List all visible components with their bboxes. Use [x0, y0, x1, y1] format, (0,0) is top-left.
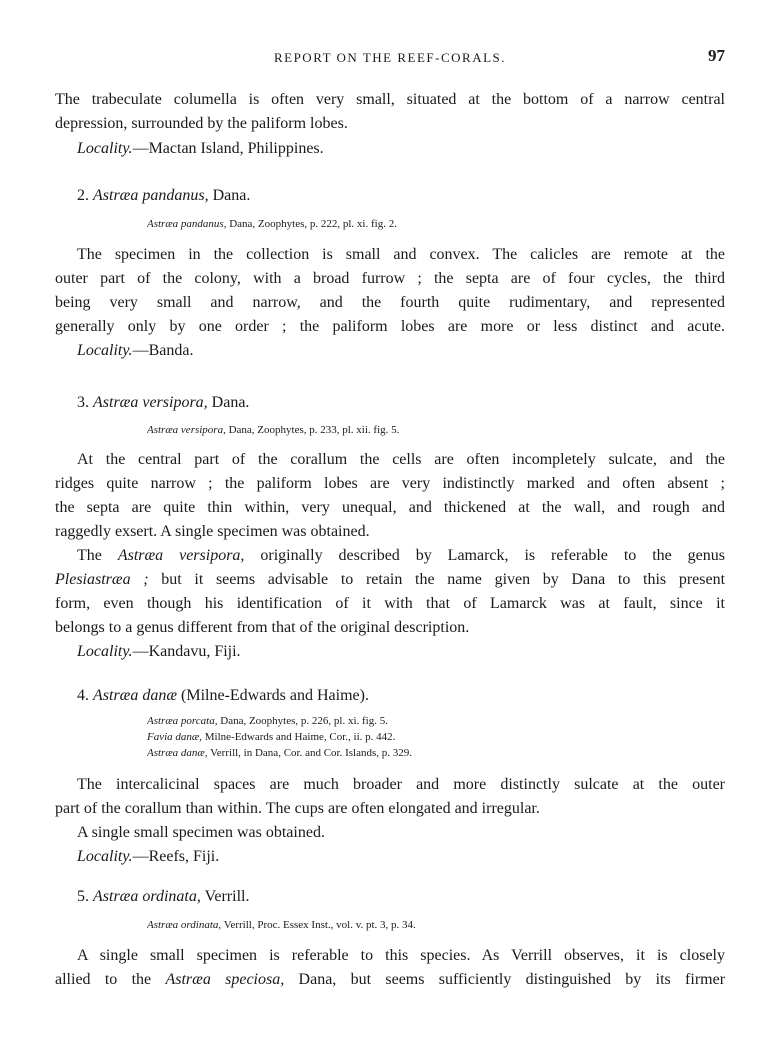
- locality-line: [77, 139, 725, 159]
- body-line: [55, 570, 725, 590]
- body-line: [77, 546, 725, 566]
- body-line: outer part of the colony, with a broad furrow ; the septa are of four cycles, the third: [55, 270, 725, 287]
- species-author: Dana.: [211, 394, 250, 411]
- body-line: A single small specimen is referable to this species. As Verrill observes, it is closely: [77, 947, 725, 964]
- body-line: raggedly exsert. A single specimen was obtained.: [55, 523, 370, 540]
- body-line: generally only by one order ; the paliform lobes are more or less distinct and acute.: [55, 318, 725, 335]
- synonym-name: Astræa pandanus,: [147, 218, 227, 230]
- body-line: part of the corallum than within. The cups are often elongated and irregular.: [55, 800, 540, 817]
- synonym-ref: Verrill, Proc. Essex Inst., vol. v. pt. 3, p. 34.: [223, 919, 416, 931]
- synonym-name: Astræa porcata,: [147, 715, 218, 727]
- locality-value: —Reefs, Fiji.: [132, 848, 220, 865]
- synonym-name: Astræa versipora,: [147, 424, 226, 436]
- species-name-inline: Astræa versipora,: [117, 547, 245, 564]
- species-genus: Astræa: [93, 187, 139, 204]
- species-epithet: ordinata,: [142, 888, 201, 905]
- locality-label: Locality.: [77, 342, 133, 359]
- synonym-ref: Dana, Zoophytes, p. 226, pl. xi. fig. 5.: [220, 715, 388, 727]
- synonym-line: [147, 917, 776, 933]
- species-epithet: versipora,: [142, 394, 208, 411]
- species-number: 5.: [77, 888, 89, 905]
- running-head: [55, 46, 725, 70]
- species-author: Verrill.: [204, 888, 250, 905]
- synonym-ref: Dana, Zoophytes, p. 233, pl. xii. fig. 5.: [228, 424, 400, 436]
- species-genus: Astræa: [93, 888, 139, 905]
- species-author: (Milne-Edwards and Haime).: [181, 687, 369, 704]
- body-line: At the central part of the corallum the cells are often incompletely sulcate, and the: [77, 451, 725, 468]
- synonym-name: Astræa ordinata,: [147, 919, 222, 931]
- text-run: but it seems advisable to retain the name given by Dana to this present: [161, 571, 725, 588]
- synonym-line: [147, 713, 776, 729]
- species-epithet: pandanus,: [142, 187, 209, 204]
- text-run: allied to the: [55, 971, 152, 988]
- species-heading: [77, 887, 747, 907]
- species-number: 4.: [77, 687, 89, 704]
- text-run: The: [77, 547, 102, 564]
- species-author: Dana.: [212, 187, 251, 204]
- species-epithet: danæ: [142, 687, 178, 704]
- body-line: depression, surrounded by the paliform lobes.: [55, 115, 348, 132]
- species-name-inline: Astræa speciosa,: [165, 971, 285, 988]
- body-line: The intercalicinal spaces are much broader and more distinctly sulcate at the outer: [77, 776, 725, 793]
- locality-label: Locality.: [77, 140, 133, 157]
- species-genus: Astræa: [93, 394, 139, 411]
- genus-name-inline: Plesiastræa ;: [55, 571, 149, 588]
- species-genus: Astræa: [93, 687, 139, 704]
- synonym-line: [147, 216, 776, 232]
- body-line: The trabeculate columella is often very small, situated at the bottom of a narrow central: [55, 91, 725, 108]
- synonym-ref: Milne-Edwards and Haime, Cor., ii. p. 442.: [204, 731, 396, 743]
- page-number: 97: [708, 46, 725, 65]
- text-run: originally described by Lamarck, is referable to the genus: [260, 547, 725, 564]
- locality-line: [77, 642, 725, 662]
- body-line: The specimen in the collection is small and convex. The calicles are remote at the: [77, 246, 725, 263]
- locality-line: [77, 341, 725, 361]
- body-line: belongs to a genus different from that of the original description.: [55, 619, 470, 636]
- synonym-line: [147, 745, 776, 761]
- locality-line: [77, 847, 725, 867]
- body-line: [55, 970, 725, 990]
- species-heading: [77, 393, 747, 413]
- body-line: A single small specimen was obtained.: [77, 824, 325, 841]
- body-line: ridges quite narrow ; the paliform lobes are very indistinctly marked and often absent ;: [55, 475, 725, 492]
- body-line: the septa are quite thin within, very unequal, and thickened at the wall, and rough and: [55, 499, 725, 516]
- text-run: Dana, but seems sufficiently distinguished by its firmer: [298, 971, 725, 988]
- synonym-name: Favia danæ,: [147, 731, 202, 743]
- locality-label: Locality.: [77, 848, 133, 865]
- running-title: REPORT ON THE REEF-CORALS.: [273, 50, 507, 65]
- locality-value: —Banda.: [132, 342, 194, 359]
- locality-value: —Kandavu, Fiji.: [132, 643, 241, 660]
- species-number: 2.: [77, 187, 89, 204]
- body-line: being very small and narrow, and the fourth quite rudimentary, and represented: [55, 294, 725, 311]
- synonym-ref: Dana, Zoophytes, p. 222, pl. xi. fig. 2.: [229, 218, 397, 230]
- body-line: form, even though his identification of it with that of Lamarck was at fault, since it: [55, 595, 725, 612]
- synonym-name: Astræa danæ,: [147, 747, 208, 759]
- synonym-ref: Verrill, in Dana, Cor. and Cor. Islands, p. 329.: [210, 747, 413, 759]
- species-number: 3.: [77, 394, 89, 411]
- locality-label: Locality.: [77, 643, 133, 660]
- synonym-line: [147, 422, 776, 438]
- species-heading: [77, 686, 747, 706]
- locality-value: —Mactan Island, Philippines.: [132, 140, 324, 157]
- synonym-line: [147, 729, 776, 745]
- species-heading: [77, 186, 747, 206]
